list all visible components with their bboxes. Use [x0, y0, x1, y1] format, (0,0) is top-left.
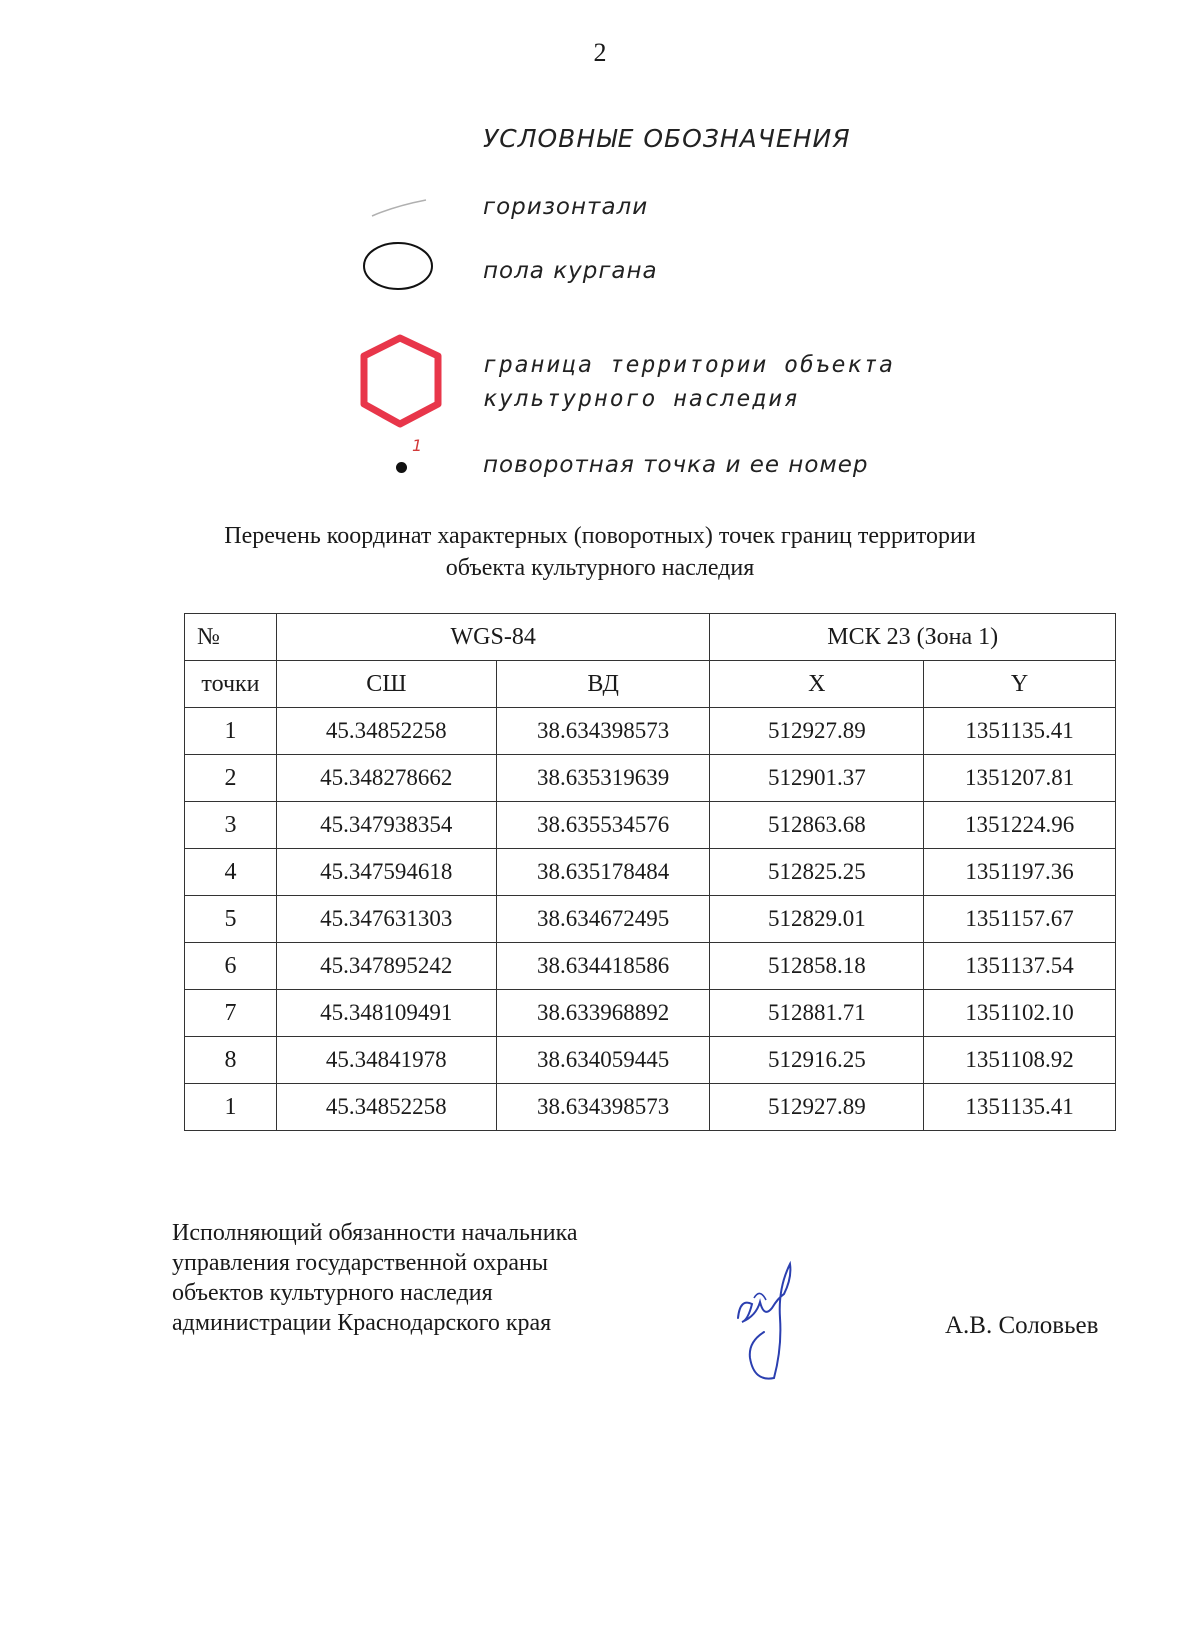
- point-number-cell: 6: [185, 943, 277, 990]
- y-cell: 1351197.36: [924, 849, 1116, 896]
- header-lon: ВД: [496, 661, 710, 708]
- y-cell: 1351207.81: [924, 755, 1116, 802]
- mound-ellipse-icon: [360, 238, 436, 294]
- lon-cell: 38.634418586: [496, 943, 710, 990]
- x-cell: 512881.71: [710, 990, 924, 1037]
- marker-number: 1: [412, 436, 423, 455]
- table-row: [185, 990, 1116, 1037]
- lon-cell: 38.634672495: [496, 896, 710, 943]
- y-cell: 1351102.10: [924, 990, 1116, 1037]
- lat-cell: 45.348278662: [276, 755, 496, 802]
- lat-cell: 45.348109491: [276, 990, 496, 1037]
- contour-line-icon: [370, 196, 430, 220]
- point-number-cell: 2: [185, 755, 277, 802]
- legend-label-boundary: граница территории объекта культурного наследия: [483, 352, 896, 412]
- y-cell: 1351224.96: [924, 802, 1116, 849]
- y-cell: 1351135.41: [924, 1084, 1116, 1131]
- lat-cell: 45.347938354: [276, 802, 496, 849]
- lat-cell: 45.347631303: [276, 896, 496, 943]
- lon-cell: 38.635319639: [496, 755, 710, 802]
- x-cell: 512927.89: [710, 1084, 924, 1131]
- lat-cell: 45.347895242: [276, 943, 496, 990]
- page-number: 2: [593, 38, 607, 67]
- table-body: [185, 708, 1116, 1131]
- x-cell: 512927.89: [710, 708, 924, 755]
- table-row: [185, 1084, 1116, 1131]
- lat-cell: 45.34852258: [276, 708, 496, 755]
- table-row: [185, 802, 1116, 849]
- header-no: №: [185, 614, 277, 661]
- signatory-name: А.В. Соловьев: [945, 1312, 1099, 1339]
- legend-title: УСЛОВНЫЕ ОБОЗНАЧЕНИЯ: [483, 124, 851, 153]
- point-number-cell: 4: [185, 849, 277, 896]
- lon-cell: 38.635178484: [496, 849, 710, 896]
- y-cell: 1351108.92: [924, 1037, 1116, 1084]
- coordinates-table: [184, 613, 1116, 1131]
- point-number-cell: 1: [185, 708, 277, 755]
- point-number-cell: 8: [185, 1037, 277, 1084]
- header-msk23: МСК 23 (Зона 1): [710, 614, 1116, 661]
- legend-label-contours: горизонтали: [483, 194, 649, 220]
- y-cell: 1351137.54: [924, 943, 1116, 990]
- table-row: [185, 896, 1116, 943]
- x-cell: 512901.37: [710, 755, 924, 802]
- lat-cell: 45.34852258: [276, 1084, 496, 1131]
- header-wgs84: WGS-84: [276, 614, 710, 661]
- turning-point-dot-icon: [394, 436, 424, 476]
- x-cell: 512863.68: [710, 802, 924, 849]
- lon-cell: 38.634398573: [496, 1084, 710, 1131]
- table-row: [185, 849, 1116, 896]
- table-caption: Перечень координат характерных (поворотных) точек границ территории объекта культурного наследия: [224, 523, 976, 581]
- header-x: X: [710, 661, 924, 708]
- handwritten-signature: [730, 1258, 820, 1388]
- x-cell: 512825.25: [710, 849, 924, 896]
- table-row: [185, 708, 1116, 755]
- header-point: точки: [185, 661, 277, 708]
- table-row: [185, 755, 1116, 802]
- x-cell: 512916.25: [710, 1037, 924, 1084]
- table-row: [185, 943, 1116, 990]
- header-lat: СШ: [276, 661, 496, 708]
- point-number-cell: 3: [185, 802, 277, 849]
- x-cell: 512858.18: [710, 943, 924, 990]
- point-number-cell: 1: [185, 1084, 277, 1131]
- lon-cell: 38.635534576: [496, 802, 710, 849]
- lon-cell: 38.633968892: [496, 990, 710, 1037]
- y-cell: 1351135.41: [924, 708, 1116, 755]
- y-cell: 1351157.67: [924, 896, 1116, 943]
- lon-cell: 38.634398573: [496, 708, 710, 755]
- header-y: Y: [924, 661, 1116, 708]
- marker-dot: [396, 462, 407, 473]
- legend-label-mound: пола кургана: [483, 258, 658, 284]
- signatory-title: Исполняющий обязанности начальника управления государственной охраны объектов культурного наследия администрации Краснодарского края: [172, 1220, 578, 1336]
- table-header-row: [185, 614, 1116, 661]
- lon-cell: 38.634059445: [496, 1037, 710, 1084]
- lat-cell: 45.347594618: [276, 849, 496, 896]
- legend-label-turning-point: поворотная точка и ее номер: [483, 452, 869, 478]
- lat-cell: 45.34841978: [276, 1037, 496, 1084]
- table-subheader-row: [185, 661, 1116, 708]
- table-row: [185, 1037, 1116, 1084]
- red-hexagon-icon: [354, 332, 450, 432]
- x-cell: 512829.01: [710, 896, 924, 943]
- point-number-cell: 5: [185, 896, 277, 943]
- point-number-cell: 7: [185, 990, 277, 1037]
